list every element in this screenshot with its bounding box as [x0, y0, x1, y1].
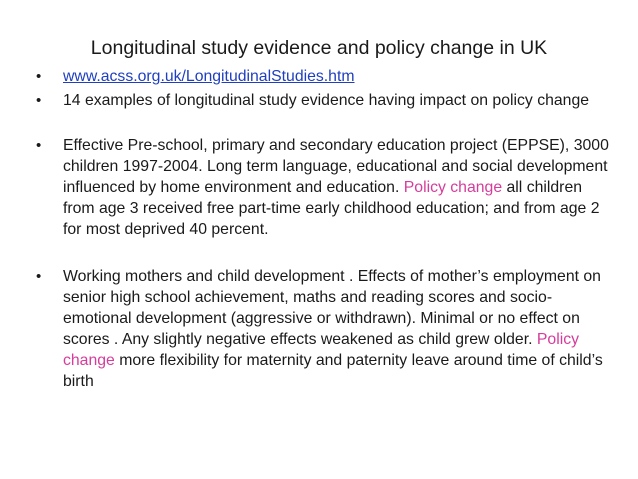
bullet-list	[36, 62, 616, 392]
bullet-item-examples	[36, 90, 616, 111]
bullet-item-working-mothers	[36, 266, 616, 392]
policy-change-highlight: Policy change	[403, 179, 503, 196]
bullet-text: Working mothers and child development . Effects of mother’s employment on senior high school achievement, maths and reading scores and socio-emotional development (aggressive or withdrawn). Minimal or no effect on scores . Any slightly negative effects weakened as child grew older.	[63, 268, 601, 348]
bullet-text: Effective Pre-school, primary and secondary education project (EPPSE), 3000 children 1997-2004. Long term language, educational and social development influenced by home environment and education.	[63, 137, 609, 196]
bullet-item-link	[36, 66, 616, 87]
bullet-icon: •	[36, 268, 42, 285]
bullet-text-after: all children from age 3 received free part-time early childhood education; and from age 2 for most deprived 40 percent.	[63, 179, 600, 238]
bullet-icon: •	[36, 68, 42, 85]
slide-title: Longitudinal study evidence and policy change in UK	[90, 37, 548, 59]
bullet-item-eppse	[36, 135, 616, 240]
policy-change-highlight: Policy change	[63, 331, 580, 369]
bullet-text-after: more flexibility for maternity and paternity leave around time of child’s birth	[63, 352, 603, 390]
bullet-icon: •	[36, 92, 42, 109]
bullet-text: 14 examples of longitudinal study evidence having impact on policy change	[63, 92, 590, 109]
studies-link[interactable]: www.acss.org.uk/LongitudinalStudies.htm	[63, 68, 355, 85]
bullet-icon: •	[36, 137, 42, 154]
